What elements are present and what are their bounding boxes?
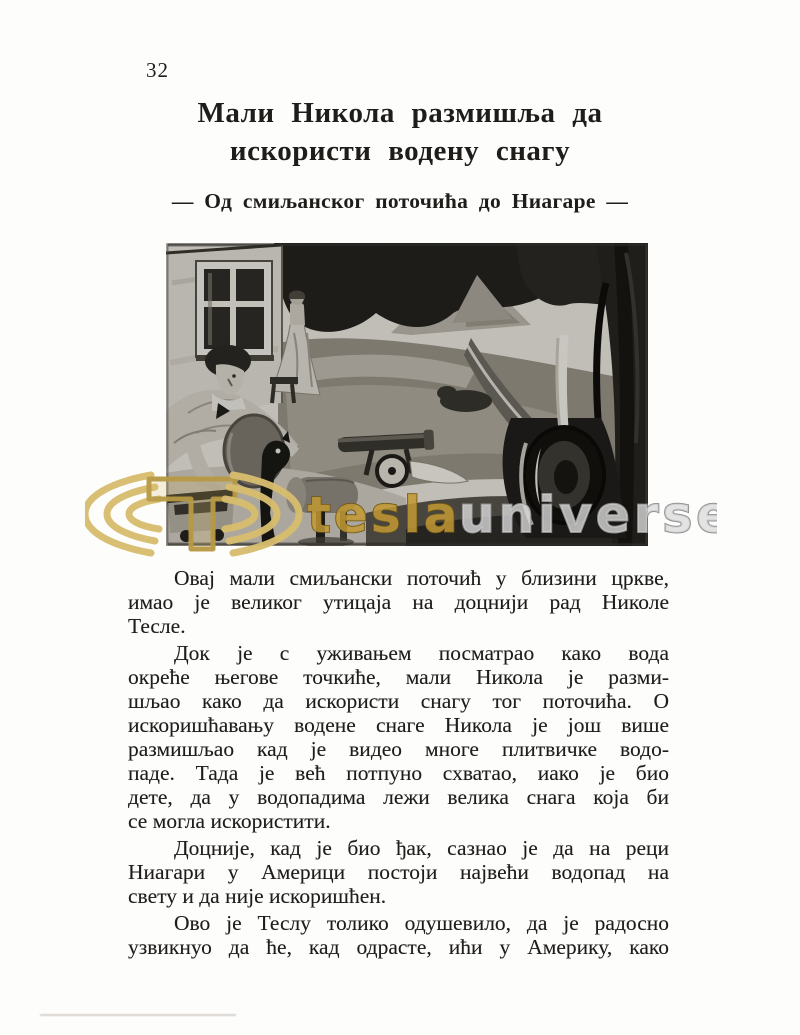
text-line: шљао како да искористи снагу тог поточића. О [128,689,669,713]
chapter-title-line1: Мали Никола размишља да [197,97,603,129]
text-line: размишљао кад је видео многе плитвичке водо- [128,737,669,761]
paragraph-4 [128,911,669,959]
text-line: искоришћавању водене снаге Никола је још више [128,713,669,737]
paragraph-2 [128,641,669,833]
logo-t [149,479,235,549]
text-line: Доцније, кад је био ђак, сазнао је да на реци [174,836,669,860]
paragraph-1 [128,566,669,638]
text-line: Овај мали смиљански поточић у близини цркве, [174,566,669,590]
page-number: 32 [146,58,169,82]
watermark-canvas [85,471,717,559]
logo-arc [225,499,255,529]
text-line: свету и да није искоришћен. [128,884,387,908]
text-line: окреће његове точкиће, мали Никола је разми- [128,665,669,689]
text-line: Ово је Теслу толико одушевило, да је радосно [174,911,669,935]
tesla-universe-logo-icon [85,475,299,553]
logo-arc [129,499,159,529]
scan-artifact-line [40,1014,236,1016]
tesla-universe-watermark [85,471,717,559]
text-line: се могла искористити. [128,809,331,833]
body-text [128,566,669,962]
text-line: имао је великог утицаја на доцнији рад Николе [128,590,669,614]
watermark-word-universe: universe [459,486,717,544]
text-line: Док је с уживањем посматрао како вода [174,641,669,665]
text-line: узвикнуо да ће, кад одрасте, ићи у Америку, како [128,935,669,959]
chapter-subtitle: — Од смиљанског поточића до Ниагаре — [171,189,629,213]
text-line: дете, да у водопадима лежи велика снага која би [128,785,669,809]
paragraph-3 [128,836,669,908]
chapter-title [0,94,800,170]
chapter-title-line2: искористи водену снагу [229,135,571,167]
text-line: Тесле. [128,614,186,638]
text-line: Ниагари у Америци постоји највећи водопад на [128,860,669,884]
text-line: паде. Тада је већ потпуно схватао, иако је био [128,761,669,785]
watermark-word-tesla: tesla [307,486,461,544]
